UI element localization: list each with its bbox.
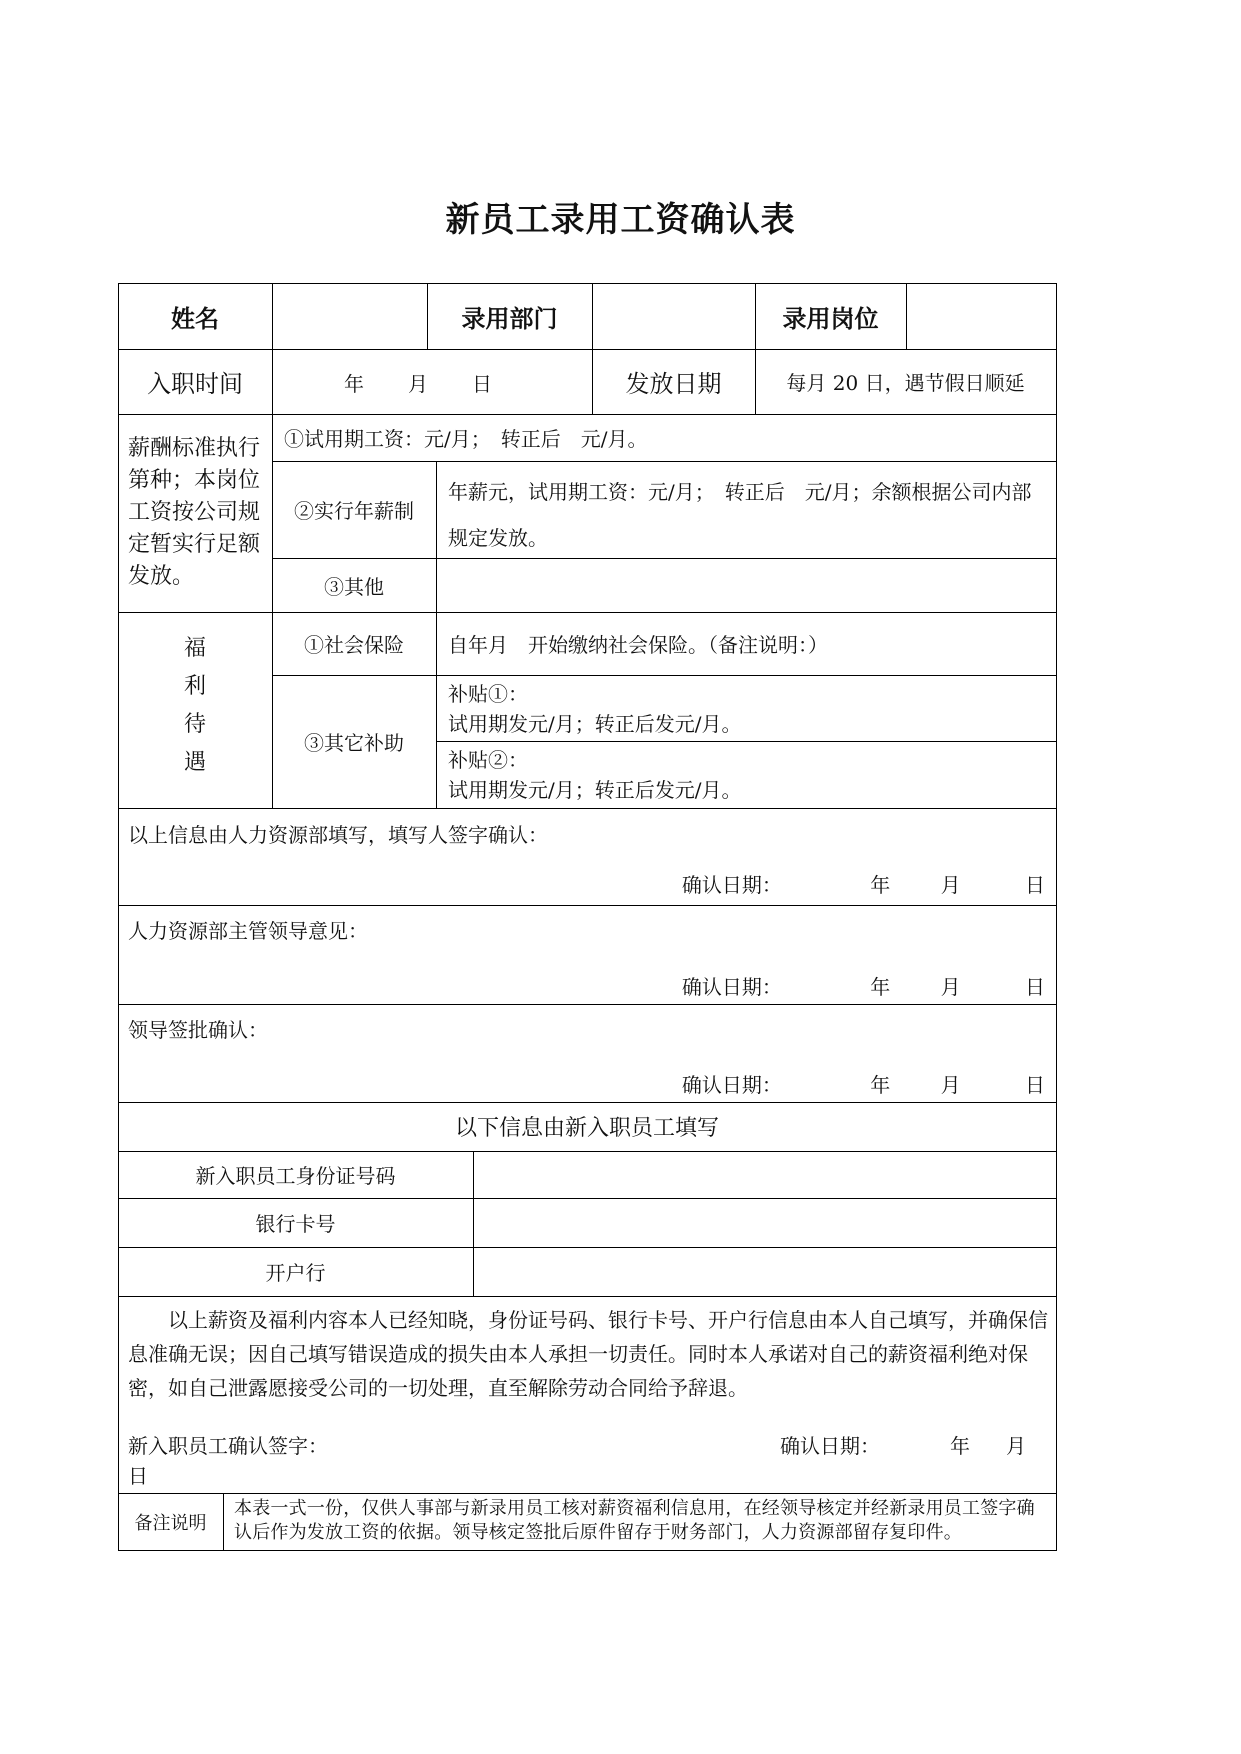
annual-salary-label: ②实行年薪制 [294, 499, 414, 523]
welfare-char-3: 待 [183, 712, 206, 737]
employee-statement: 以上薪资及福利内容本人已经知晓，身份证号码、银行卡号、开户行信息由本人自己填写，并确保信息准确无误；因自己填写错误造成的损失由本人承担一切责任。同时本人承诺对自己的薪资福利绝对保密，如自己泄露愿接受公司的一切处理，直至解除劳动合同给予辞退。 [128, 1308, 1048, 1400]
name-label: 姓名 [171, 304, 219, 333]
salary-standard-label: 薪酬标准执行第种；本岗位工资按公司规定暂实行足额发放。 [128, 436, 261, 589]
hr-fill-year: 年 [870, 873, 891, 897]
leader-approval-year: 年 [870, 1073, 891, 1097]
hr-fill-date-label: 确认日期： [681, 873, 782, 897]
hr-leader-opinion-text: 人力资源部主管领导意见： [128, 919, 368, 943]
employee-year: 年 [950, 1434, 970, 1458]
hr-fill-text: 以上信息由人力资源部填写，填写人签字确认： [128, 823, 548, 847]
hr-leader-day: 日 [1025, 975, 1045, 999]
name-field[interactable] [272, 283, 427, 349]
remark-text: 本表一式一份，仅供人事部与新录用员工核对薪资福利信息用，在经领导核定并经新录用员工签字确认后作为发放工资的依据。领导核定签批后原件留存于财务部门，人力资源部留存复印件。 [234, 1498, 1035, 1543]
position-label: 录用岗位 [782, 304, 879, 333]
id-number-label: 新入职员工身份证号码 [195, 1164, 396, 1188]
hr-fill-day: 日 [1025, 873, 1045, 897]
leader-approval-day: 日 [1025, 1073, 1045, 1097]
bank-card-label: 银行卡号 [255, 1212, 336, 1236]
department-field[interactable] [592, 283, 755, 349]
social-insurance-label: ①社会保险 [304, 633, 404, 657]
annual-salary-text: 年薪元，试用期工资：元/月； 转正后 元/月；余额根据公司内部规定发放。 [448, 480, 1032, 550]
subsidy-2-text: 试用期发元/月；转正后发元/月。 [448, 778, 742, 802]
entry-day-unit: 日 [472, 372, 492, 396]
subsidy-1-text: 试用期发元/月；转正后发元/月。 [448, 712, 742, 736]
subsidy-1 [448, 679, 1048, 739]
entry-year-unit: 年 [344, 372, 364, 396]
welfare-label [118, 630, 272, 782]
position-field[interactable] [906, 283, 1056, 349]
entry-date-field[interactable] [272, 349, 592, 414]
department-label: 录用部门 [461, 304, 558, 333]
employee-signature-line [128, 1431, 1048, 1491]
remark-label: 备注说明 [134, 1512, 207, 1534]
hr-leader-date [682, 971, 1045, 1000]
leader-approval-month: 月 [940, 1073, 961, 1097]
hr-fill-month: 月 [940, 873, 961, 897]
entry-time-label: 入职时间 [147, 370, 243, 398]
leader-approval-text: 领导签批确认： [128, 1018, 268, 1042]
pay-date-value: 每月 20 日，遇节假日顺延 [786, 371, 1025, 395]
other-salary-label: ③其他 [324, 574, 384, 599]
subsidy-2 [448, 745, 1048, 805]
employee-sign-label: 新入职员工确认签字： [128, 1434, 328, 1458]
bank-name-label: 开户行 [265, 1261, 326, 1285]
bank-card-field[interactable] [473, 1198, 1056, 1247]
hr-leader-date-label: 确认日期： [681, 975, 782, 999]
social-insurance-text: 自年月 开始缴纳社会保险。（备注说明：） [448, 633, 828, 657]
id-number-field[interactable] [473, 1151, 1056, 1198]
subsidy-1-title: 补贴①： [448, 682, 528, 706]
hr-fill-date [682, 869, 1045, 898]
confirmation-form-table [118, 283, 1057, 1557]
employee-date-label: 确认日期： [780, 1434, 880, 1458]
welfare-char-2: 利 [183, 674, 206, 699]
other-subsidy-label: ③其它补助 [304, 731, 404, 755]
welfare-char-4: 遇 [183, 750, 206, 775]
bank-name-field[interactable] [473, 1247, 1056, 1296]
pay-date-label: 发放日期 [625, 370, 722, 398]
hr-leader-month: 月 [940, 975, 961, 999]
entry-month-unit: 月 [408, 372, 428, 396]
employee-section-heading: 以下信息由新入职员工填写 [454, 1116, 719, 1141]
leader-approval-date [682, 1069, 1045, 1098]
employee-month: 月 [1006, 1434, 1026, 1458]
page-title: 新员工录用工资确认表 [445, 200, 796, 240]
trial-salary-line: ①试用期工资：元/月； 转正后 元/月。 [284, 427, 648, 451]
subsidy-2-title: 补贴②： [448, 748, 528, 772]
leader-approval-date-label: 确认日期： [681, 1073, 782, 1097]
hr-leader-year: 年 [870, 975, 891, 999]
other-salary-field[interactable] [436, 558, 1056, 612]
welfare-char-1: 福 [183, 636, 206, 661]
employee-day: 日 [128, 1464, 148, 1488]
